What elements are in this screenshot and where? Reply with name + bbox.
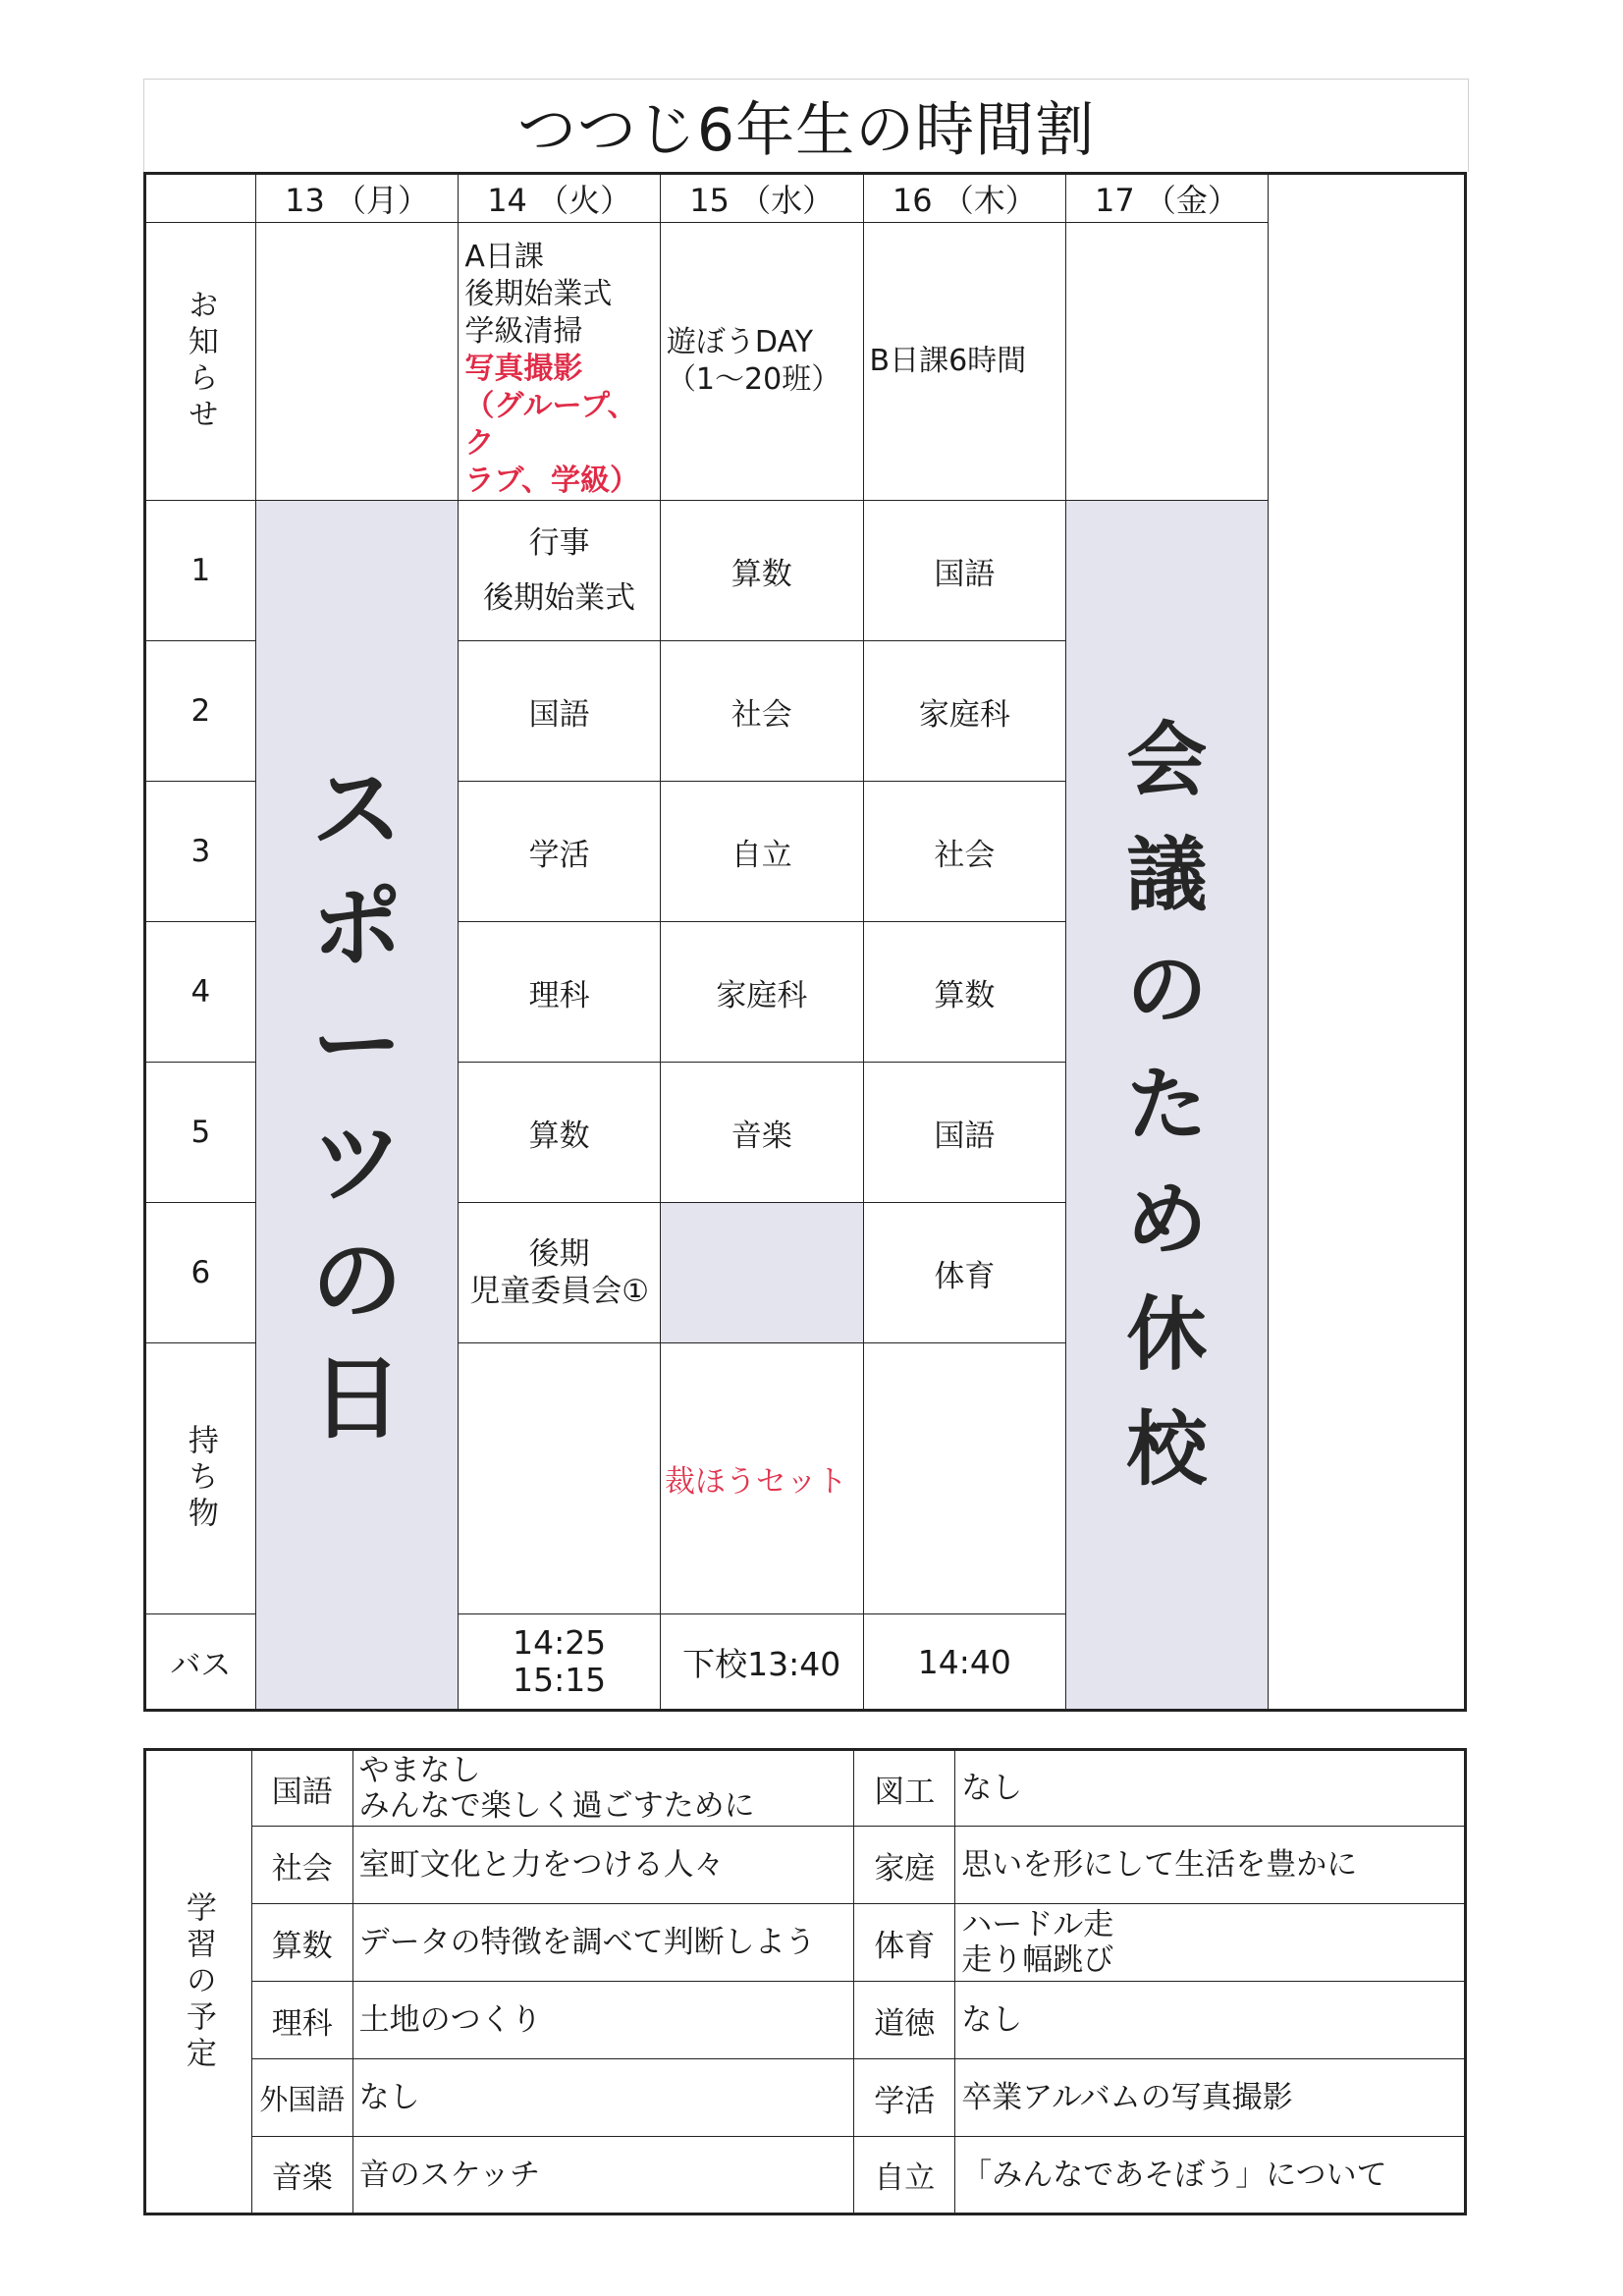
tue-period-1-line: 後期始業式 bbox=[483, 580, 636, 616]
period-row-1 bbox=[145, 501, 1466, 641]
plan-row bbox=[145, 2059, 1466, 2137]
tue-period-6-line: 児童委員会① bbox=[469, 1274, 650, 1309]
monday-block-char: ポ bbox=[311, 875, 403, 980]
tue-period-6 bbox=[459, 1203, 661, 1343]
plan-subject: 道徳 bbox=[854, 1982, 955, 2059]
thu-period-3: 社会 bbox=[863, 782, 1066, 922]
notice-tue-red-line: 写真撮影 bbox=[464, 352, 583, 386]
tue-period-3: 学活 bbox=[459, 782, 661, 922]
wed-period-3: 自立 bbox=[660, 782, 863, 922]
plan-subject: 図工 bbox=[854, 1750, 955, 1827]
header-row bbox=[145, 174, 1466, 223]
plan-subject: 学活 bbox=[854, 2059, 955, 2137]
monday-block-char: 日 bbox=[311, 1346, 403, 1451]
belongings-label-cell bbox=[145, 1343, 256, 1614]
monday-block-char: ー bbox=[311, 993, 403, 1098]
wed-period-2: 社会 bbox=[660, 641, 863, 782]
period-number: 6 bbox=[145, 1203, 256, 1343]
belongings-wed-text: 裁ほうセット bbox=[664, 1464, 847, 1500]
notice-mon bbox=[255, 223, 459, 501]
thu-period-6: 体育 bbox=[863, 1203, 1066, 1343]
period-number: 5 bbox=[145, 1063, 256, 1203]
blank-margin-column bbox=[1268, 174, 1465, 1711]
bus-label: バス bbox=[145, 1614, 256, 1711]
friday-block-char: 議 bbox=[1126, 828, 1208, 922]
plan-row bbox=[145, 1904, 1466, 1982]
friday-block-char: 校 bbox=[1126, 1402, 1208, 1497]
thu-period-2: 家庭科 bbox=[863, 641, 1066, 782]
plan-subject: 音楽 bbox=[251, 2137, 352, 2214]
tue-period-5: 算数 bbox=[459, 1063, 661, 1203]
plan-subject: 算数 bbox=[251, 1904, 352, 1982]
monday-block-char: ス bbox=[311, 757, 403, 862]
plan-description: なし bbox=[352, 2059, 854, 2137]
notice-wed-line: 遊ぼうDAY bbox=[666, 325, 814, 359]
period-number: 2 bbox=[145, 641, 256, 782]
plan-description bbox=[352, 1750, 854, 1827]
plan-subject: 体育 bbox=[854, 1904, 955, 1982]
study-plan-label-cell bbox=[145, 1750, 252, 2214]
plan-description: 室町文化と力をつける人々 bbox=[352, 1827, 854, 1904]
tue-period-1-line: 行事 bbox=[528, 525, 590, 561]
thu-period-5: 国語 bbox=[863, 1063, 1066, 1203]
plan-description bbox=[955, 1904, 1466, 1982]
plan-row bbox=[145, 2137, 1466, 2214]
plan-subject: 自立 bbox=[854, 2137, 955, 2214]
plan-description: なし bbox=[955, 1750, 1466, 1827]
plan-row bbox=[145, 1827, 1466, 1904]
belongings-label: 持ち物 bbox=[182, 1424, 218, 1533]
plan-subject: 理科 bbox=[251, 1982, 352, 2059]
belongings-thu bbox=[863, 1343, 1066, 1614]
period-number: 3 bbox=[145, 782, 256, 922]
notice-tue-red-line: ラブ、学級） bbox=[464, 464, 639, 498]
period-number: 4 bbox=[145, 922, 256, 1063]
tue-period-1 bbox=[459, 501, 661, 641]
belongings-tue bbox=[459, 1343, 661, 1614]
friday-block-char: た bbox=[1126, 1058, 1208, 1152]
plan-description: 音のスケッチ bbox=[352, 2137, 854, 2214]
notice-wed-line: （1～20班） bbox=[666, 362, 841, 397]
friday-closure-block bbox=[1066, 501, 1269, 1711]
plan-subject: 家庭 bbox=[854, 1827, 955, 1904]
tue-period-2: 国語 bbox=[459, 641, 661, 782]
corner-cell bbox=[145, 174, 256, 223]
notice-tue-line: 学級清掃 bbox=[464, 314, 583, 349]
notice-tue-line: A日課 bbox=[464, 240, 544, 274]
bus-tue-time: 15:15 bbox=[513, 1661, 607, 1699]
thu-period-4: 算数 bbox=[863, 922, 1066, 1063]
timetable bbox=[143, 172, 1467, 1712]
plan-description: データの特徴を調べて判断しよう bbox=[352, 1904, 854, 1982]
thu-period-1: 国語 bbox=[863, 501, 1066, 641]
tue-period-6-line: 後期 bbox=[528, 1236, 590, 1272]
monday-block-char: の bbox=[311, 1229, 403, 1334]
plan-subject: 外国語 bbox=[251, 2059, 352, 2137]
notice-row bbox=[145, 223, 1466, 501]
friday-block-char: 会 bbox=[1126, 713, 1208, 807]
plan-description-line: ハードル走 bbox=[961, 1907, 1114, 1942]
bus-wed: 下校13:40 bbox=[660, 1614, 863, 1711]
day-header-thu: 16 （木） bbox=[863, 174, 1066, 223]
wed-period-6 bbox=[660, 1203, 863, 1343]
study-plan-table bbox=[143, 1748, 1467, 2215]
period-number: 1 bbox=[145, 501, 256, 641]
friday-block-char: 休 bbox=[1126, 1287, 1208, 1382]
plan-description: 「みんなであそぼう」について bbox=[955, 2137, 1466, 2214]
monday-block-char: ツ bbox=[311, 1111, 403, 1216]
notice-label-cell bbox=[145, 223, 256, 501]
notice-label: お知らせ bbox=[182, 289, 218, 434]
plan-subject: 社会 bbox=[251, 1827, 352, 1904]
bus-tue-time: 14:25 bbox=[513, 1623, 607, 1662]
page-title: つつじ6年生の時間割 bbox=[143, 79, 1469, 172]
day-header-fri: 17 （金） bbox=[1066, 174, 1269, 223]
plan-row bbox=[145, 1982, 1466, 2059]
tue-period-4: 理科 bbox=[459, 922, 661, 1063]
plan-description-line: やまなし bbox=[358, 1753, 481, 1788]
plan-description: 思いを形にして生活を豊かに bbox=[955, 1827, 1466, 1904]
notice-tue bbox=[459, 223, 661, 501]
friday-block-char: め bbox=[1126, 1173, 1208, 1267]
friday-block-char: の bbox=[1126, 943, 1208, 1037]
wed-period-4: 家庭科 bbox=[660, 922, 863, 1063]
plan-description-line: みんなで楽しく過ごすために bbox=[358, 1788, 755, 1824]
day-header-wed: 15 （水） bbox=[660, 174, 863, 223]
wed-period-5: 音楽 bbox=[660, 1063, 863, 1203]
notice-wed bbox=[660, 223, 863, 501]
plan-description-line: 走り幅跳び bbox=[961, 1942, 1114, 1978]
plan-description: 卒業アルバムの写真撮影 bbox=[955, 2059, 1466, 2137]
bus-tue bbox=[459, 1614, 661, 1711]
bus-thu: 14:40 bbox=[863, 1614, 1066, 1711]
notice-thu: B日課6時間 bbox=[863, 223, 1066, 501]
monday-sports-day-block bbox=[255, 501, 459, 1711]
study-plan-label: 学習の予定 bbox=[180, 1890, 216, 2073]
belongings-wed bbox=[660, 1343, 863, 1614]
plan-description: 土地のつくり bbox=[352, 1982, 854, 2059]
day-header-tue: 14 （火） bbox=[459, 174, 661, 223]
wed-period-1: 算数 bbox=[660, 501, 863, 641]
notice-tue-red-line: （グループ、ク bbox=[464, 389, 637, 461]
plan-row bbox=[145, 1750, 1466, 1827]
notice-tue-line: 後期始業式 bbox=[464, 277, 613, 311]
day-header-mon: 13 （月） bbox=[255, 174, 459, 223]
plan-subject: 国語 bbox=[251, 1750, 352, 1827]
notice-fri bbox=[1066, 223, 1269, 501]
plan-description: なし bbox=[955, 1982, 1466, 2059]
